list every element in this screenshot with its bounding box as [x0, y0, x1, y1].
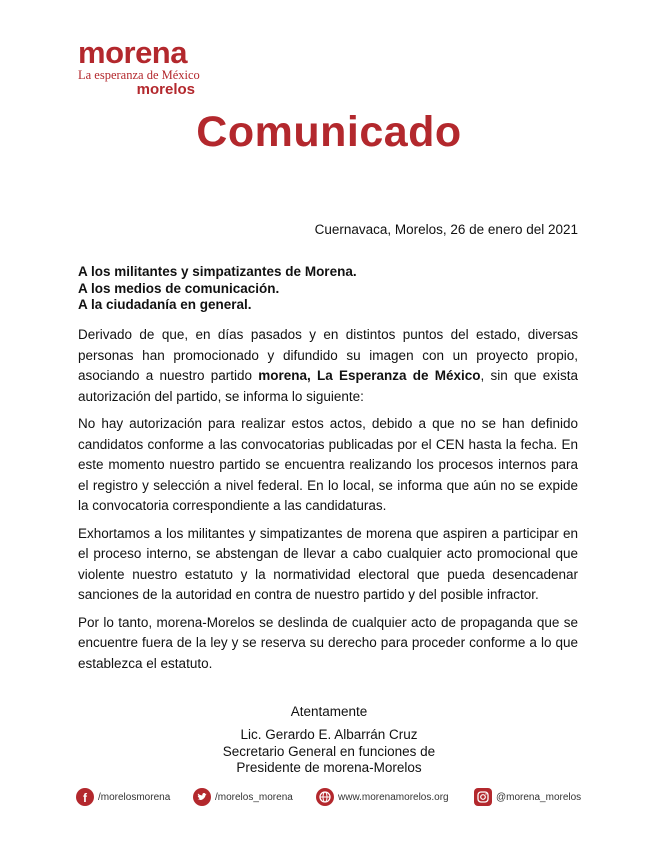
facebook-handle: /morelosmorena — [98, 791, 171, 803]
document-title: Comunicado — [196, 108, 462, 156]
paragraph-3: Exhortamos a los militantes y simpatizantes de morena que aspiren a participar en el proceso interno, se abstengan de llevar a cabo cualquier acto promocional que violente nuestro estatuto y la normatividad electoral que pueda desencadenar sanciones de la autoridad en contra de nuestro partido y del posible infractor. — [78, 525, 578, 602]
signature-block — [0, 727, 658, 777]
recipient-line: A los militantes y simpatizantes de Morena. — [78, 264, 357, 279]
signer-name: Lic. Gerardo E. Albarrán Cruz — [240, 727, 418, 742]
paragraph-1 — [78, 325, 578, 407]
paragraph-1-end: , sin que exista autorización del partido, se informa lo siguiente: — [78, 368, 578, 404]
globe-icon — [316, 788, 334, 806]
closing-greeting: Atentamente — [290, 704, 368, 719]
twitter-icon — [193, 788, 211, 806]
logo-state: morelos — [136, 81, 195, 98]
instagram-icon — [474, 788, 492, 806]
party-logo — [78, 35, 208, 98]
logo-name: morena — [78, 35, 187, 70]
social-footer — [76, 786, 586, 808]
twitter-handle: /morelos_morena — [215, 791, 293, 803]
signer-role-line-2: Presidente de morena-Morelos — [236, 760, 422, 775]
party-name-bold: morena, La Esperanza de México — [258, 368, 481, 383]
website-url: www.morenamorelos.org — [338, 791, 449, 803]
recipient-line: A la ciudadanía en general. — [78, 297, 252, 312]
recipients-block — [78, 264, 357, 314]
instagram-link[interactable] — [474, 786, 581, 808]
recipient-line: A los medios de comunicación. — [78, 280, 280, 296]
signer-role-line-1: Secretario General en funciones de — [222, 743, 436, 759]
instagram-handle: @morena_morelos — [496, 791, 582, 803]
paragraph-4: Por lo tanto, morena-Morelos se deslinda de cualquier acto de propaganda que se encuentre fuera de la ley y se reserva su derecho para proceder conforme a lo que establezca el estatuto. — [78, 614, 578, 671]
facebook-icon — [76, 788, 94, 806]
svg-text:f: f — [83, 791, 87, 805]
website-link[interactable] — [316, 786, 449, 808]
paragraph-1-start: Derivado de que, en días pasados y en distintos puntos del estado, diversas personas han promocionado y difundido su imagen con un proyecto propio, asociando a nuestro partido — [78, 327, 578, 383]
twitter-link[interactable] — [193, 786, 293, 808]
facebook-link[interactable] — [76, 786, 170, 808]
body-text — [78, 325, 578, 681]
paragraph-2: No hay autorización para realizar estos actos, debido a que no se han definido candidatos conforme a las convocatorias publicadas por el CEN hasta la fecha. En este momento nuestro partido se encuentra realizando los procesos internos para el registro y selección a nivel federal. En lo local, se informa que aún no se expide la convocatoria correspondiente a las candidaturas. — [78, 416, 578, 513]
dateline: Cuernavaca, Morelos, 26 de enero del 2021 — [314, 222, 578, 237]
logo-tagline: La esperanza de México — [78, 68, 200, 82]
